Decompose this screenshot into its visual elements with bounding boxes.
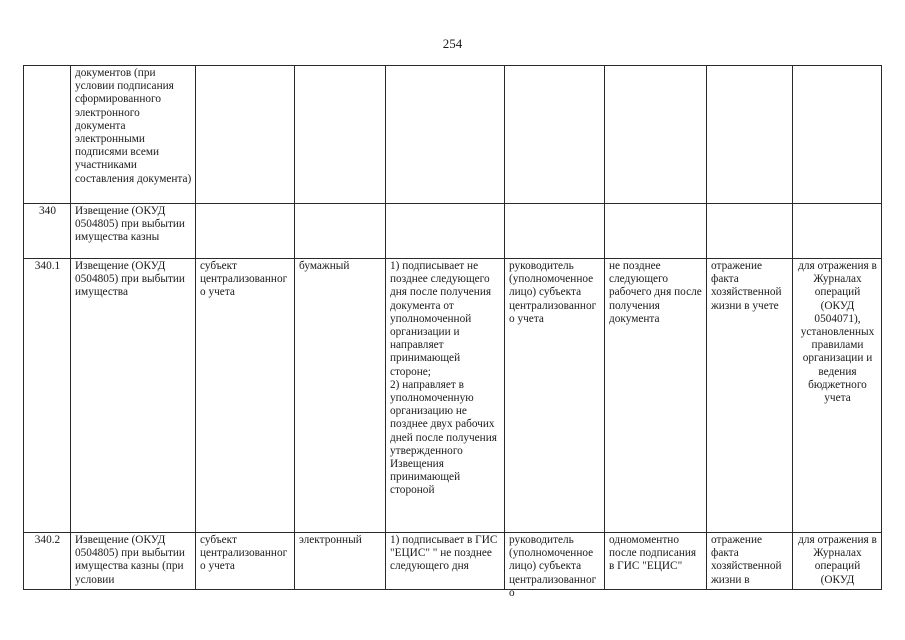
cell-format: бумажный — [295, 259, 386, 533]
cell-format — [295, 533, 386, 590]
cell-number: 340.1 — [24, 259, 71, 533]
cell-purpose-text: отражение факта хозяйственной жизни в — [711, 534, 782, 586]
cell-number: 340 — [24, 204, 71, 259]
table-row-340-2 — [24, 533, 882, 590]
cell-document-name — [71, 66, 196, 204]
table-row-continuation — [24, 66, 882, 204]
cell-deadline: не позднее следующего рабочего дня после получения документа — [605, 259, 707, 533]
cell-purpose — [707, 533, 793, 590]
cell-purpose — [707, 66, 793, 204]
cell-responsible — [505, 204, 605, 259]
cell-deadline — [605, 66, 707, 204]
cell-number: 340.2 — [24, 533, 71, 590]
page-number: 254 — [442, 36, 463, 51]
cell-participant — [196, 533, 295, 590]
cell-participant: субъект централизованного учета — [196, 259, 295, 533]
cell-action-text: 1) подписывает в ГИС "ЕЦИС" " не позднее следующего дня — [390, 534, 498, 573]
cell-number — [24, 66, 71, 204]
cell-participant-text: субъект централизованного учета — [200, 534, 288, 573]
cell-participant — [196, 66, 295, 204]
cell-usage — [793, 66, 882, 204]
cell-responsible: руководитель (уполномоченное лицо) субъекта централизованного учета — [505, 259, 605, 533]
cell-action — [386, 204, 505, 259]
cell-format — [295, 204, 386, 259]
cell-action — [386, 533, 505, 590]
cell-document-name: Извещение (ОКУД 0504805) при выбытии имущества — [71, 259, 196, 533]
table-row-340 — [24, 204, 882, 259]
procedures-table — [23, 65, 882, 599]
cell-document-name — [71, 533, 196, 590]
cell-format-text: электронный — [299, 534, 362, 546]
cell-responsible — [505, 66, 605, 204]
cell-format — [295, 66, 386, 204]
cell-action — [386, 66, 505, 204]
cell-usage: для отражения в Журналах операций (ОКУД 0504071), установленных правилами организации и ведения бюджетного учета — [793, 259, 882, 533]
cell-purpose — [707, 204, 793, 259]
cell-document-name-text: документов (при условии подписания сформированного электронного документа электронными подписями всеми участниками составления документа) — [75, 67, 192, 185]
cell-action: 1) подписывает не позднее следующего дня после получения документа от уполномоченной организации и направляет принимающей стороне; 2) направляет в уполномоченную организацию не позднее двух рабочих дней после получения утвержденного Извещения принимающей стороной — [386, 259, 505, 533]
cell-deadline — [605, 533, 707, 590]
cell-deadline — [605, 204, 707, 259]
cell-deadline-text: одномоментно после подписания в ГИС "ЕЦИС" — [609, 534, 697, 573]
cell-purpose: отражение факта хозяйственной жизни в учете — [707, 259, 793, 533]
cell-responsible-text: руководитель (уполномоченное лицо) субъекта централизованного — [509, 534, 597, 599]
cell-document-name-text: Извещение (ОКУД 0504805) при выбытии имущества казны (при условии — [75, 534, 185, 586]
cell-participant — [196, 204, 295, 259]
cell-usage — [793, 204, 882, 259]
table-row-340-1 — [24, 259, 882, 533]
cell-usage — [793, 533, 882, 590]
cell-usage-text: для отражения в Журналах операций (ОКУД — [798, 534, 877, 586]
cell-document-name: Извещение (ОКУД 0504805) при выбытии имущества казны — [71, 204, 196, 259]
cell-responsible — [505, 533, 605, 599]
